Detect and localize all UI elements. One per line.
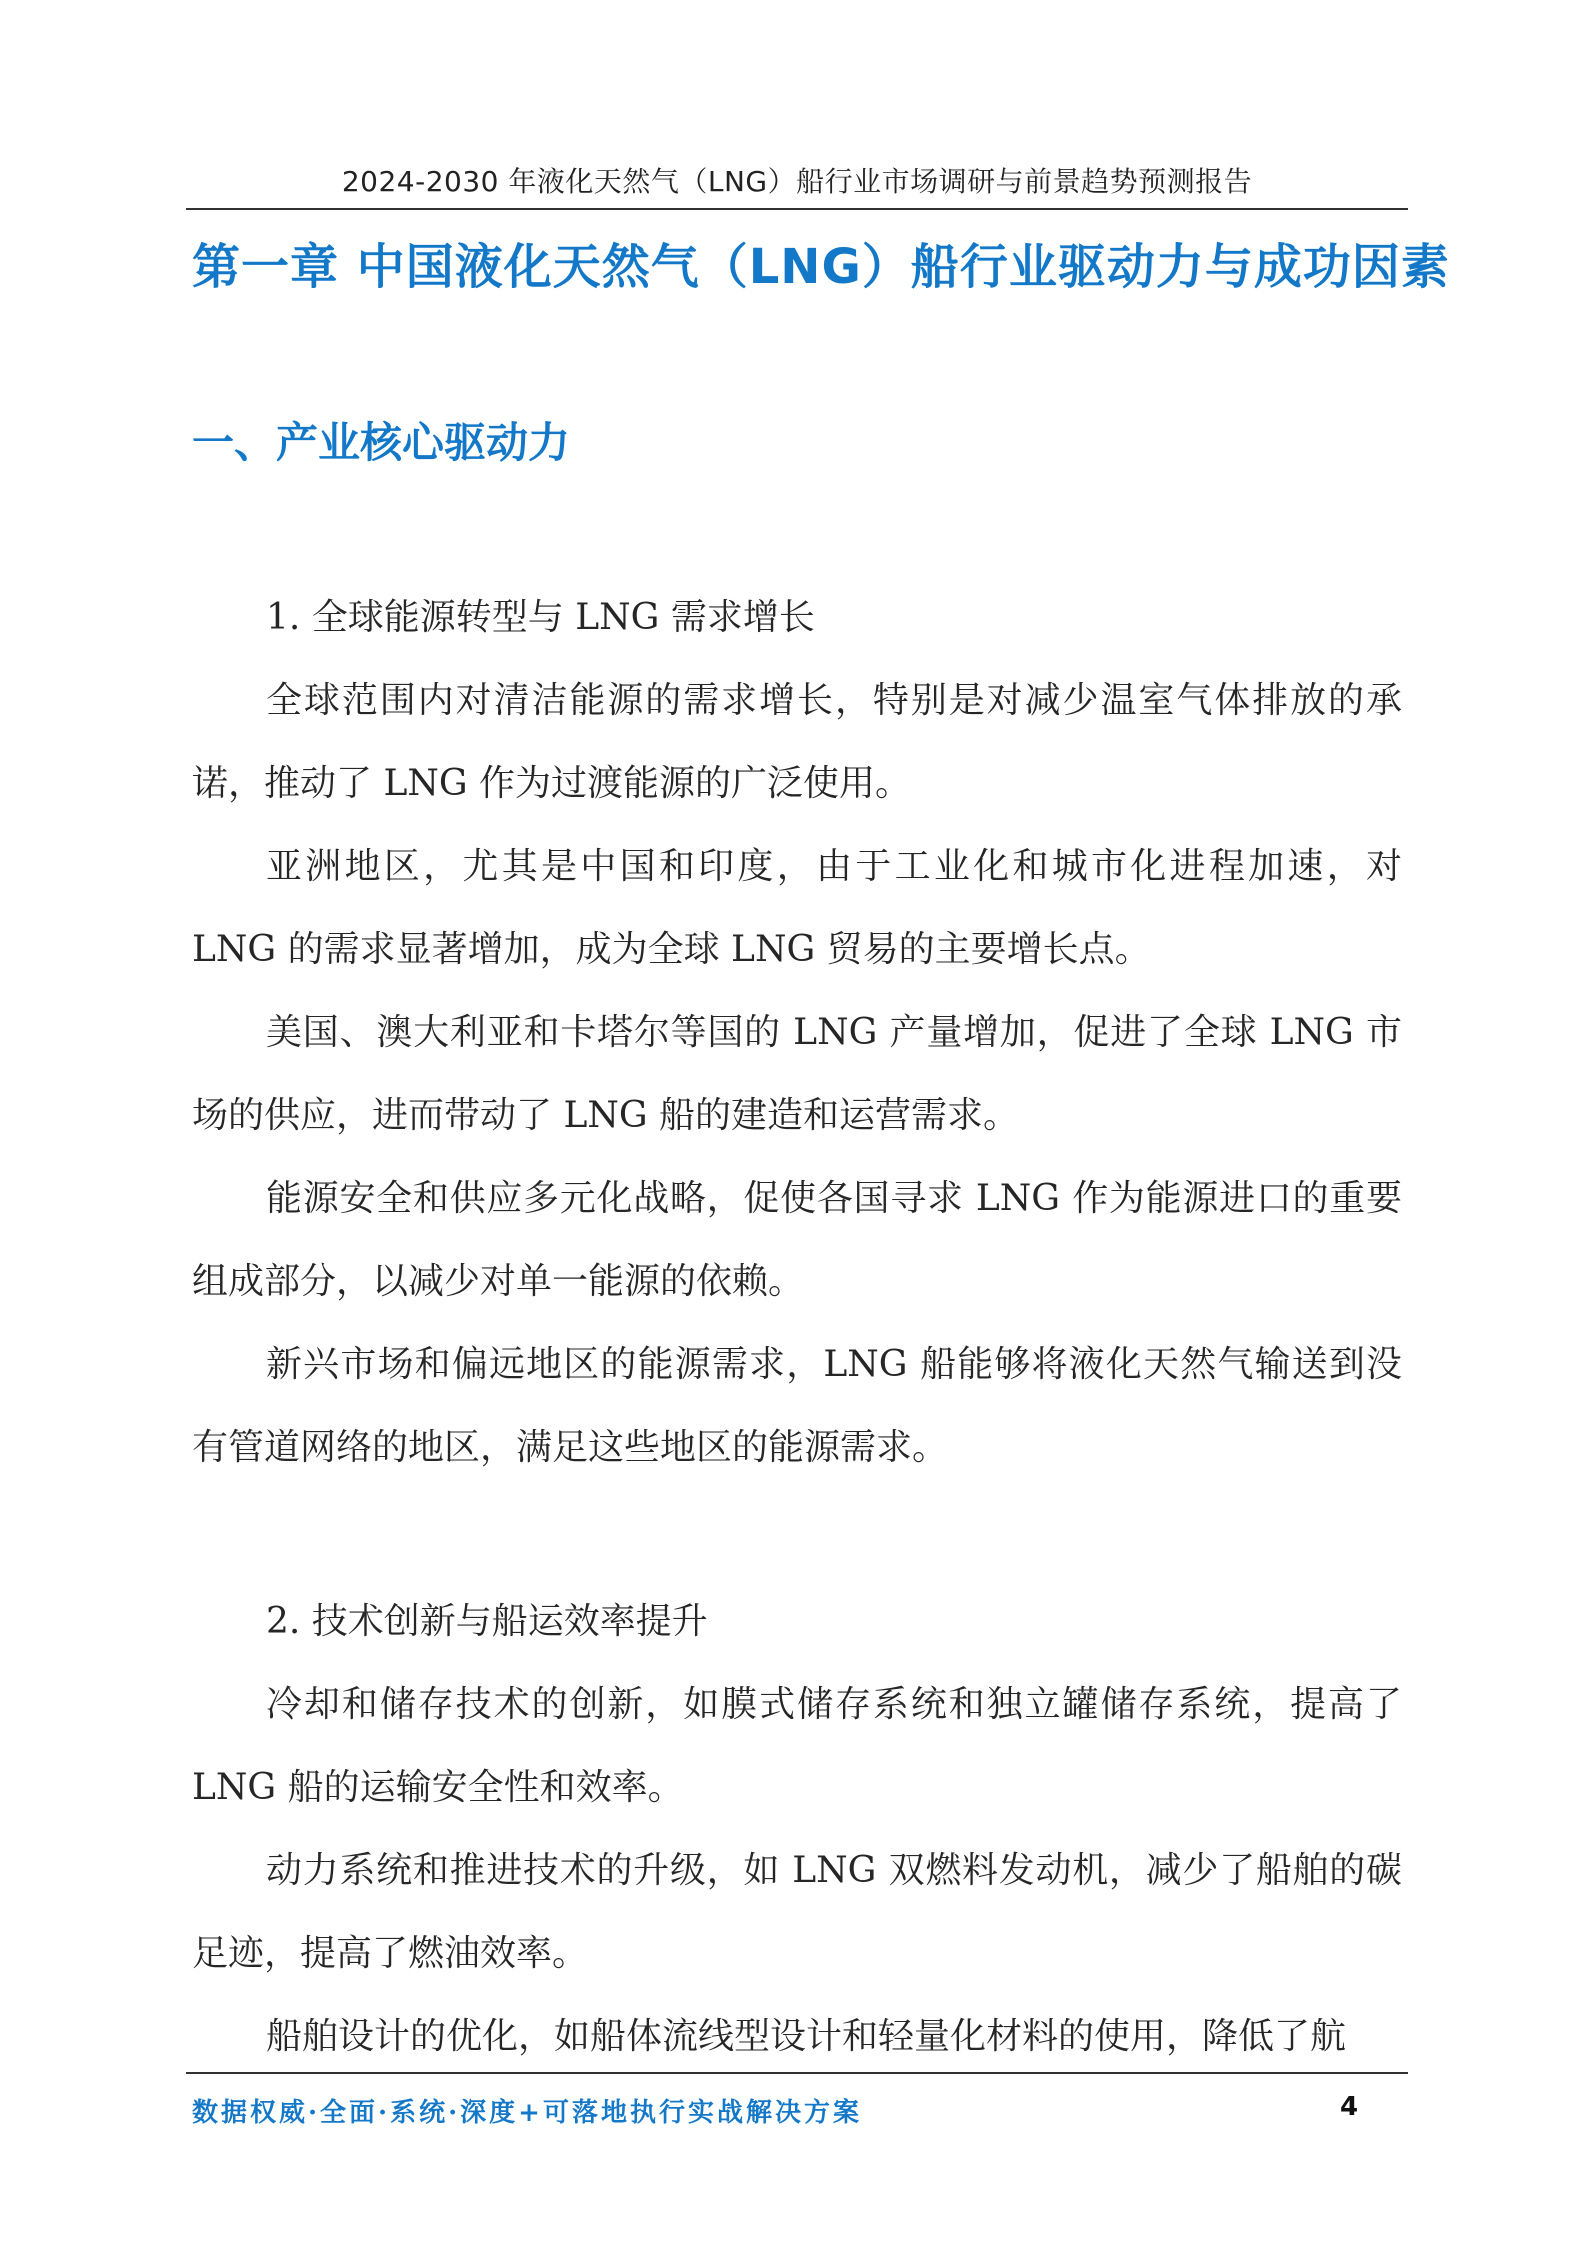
section-title: 一、产业核心驱动力 xyxy=(192,418,571,467)
footer-divider xyxy=(186,2072,1408,2074)
paragraph: 动力系统和推进技术的升级，如 LNG 双燃料发动机，减少了船舶的碳足迹，提高了燃油效率。 xyxy=(192,1850,1402,1974)
subsection-heading: 1. 全球能源转型与 LNG 需求增长 xyxy=(266,597,815,638)
paragraph: 新兴市场和偏远地区的能源需求，LNG 船能够将液化天然气输送到没有管道网络的地区，满足这些地区的能源需求。 xyxy=(192,1344,1402,1468)
subsection-1 xyxy=(192,576,1402,1489)
page-number: 4 xyxy=(1340,2092,1359,2122)
paragraph: 船舶设计的优化，如船体流线型设计和轻量化材料的使用，降低了航 xyxy=(266,2016,1347,2057)
paragraph: 亚洲地区，尤其是中国和印度，由于工业化和城市化进程加速，对 LNG 的需求显著增加，成为全球 LNG 贸易的主要增长点。 xyxy=(192,846,1402,970)
subsection-2 xyxy=(192,1580,1402,2078)
paragraph: 能源安全和供应多元化战略，促使各国寻求 LNG 作为能源进口的重要组成部分，以减少对单一能源的依赖。 xyxy=(192,1178,1402,1302)
header-divider xyxy=(186,208,1408,210)
paragraph: 美国、澳大利亚和卡塔尔等国的 LNG 产量增加，促进了全球 LNG 市场的供应，进而带动了 LNG 船的建造和运营需求。 xyxy=(192,1012,1402,1136)
running-header: 2024-2030 年液化天然气（LNG）船行业市场调研与前景趋势预测报告 xyxy=(341,165,1253,198)
paragraph: 全球范围内对清洁能源的需求增长，特别是对减少温室气体排放的承诺，推动了 LNG 作为过渡能源的广泛使用。 xyxy=(192,680,1402,804)
subsection-heading: 2. 技术创新与船运效率提升 xyxy=(266,1601,708,1642)
paragraph: 冷却和储存技术的创新，如膜式储存系统和独立罐储存系统，提高了 LNG 船的运输安全性和效率。 xyxy=(192,1684,1402,1808)
chapter-title: 第一章 中国液化天然气（LNG）船行业驱动力与成功因素 xyxy=(192,239,1450,295)
footer-slogan: 数据权威·全面·系统·深度+可落地执行实战解决方案 xyxy=(192,2098,862,2128)
